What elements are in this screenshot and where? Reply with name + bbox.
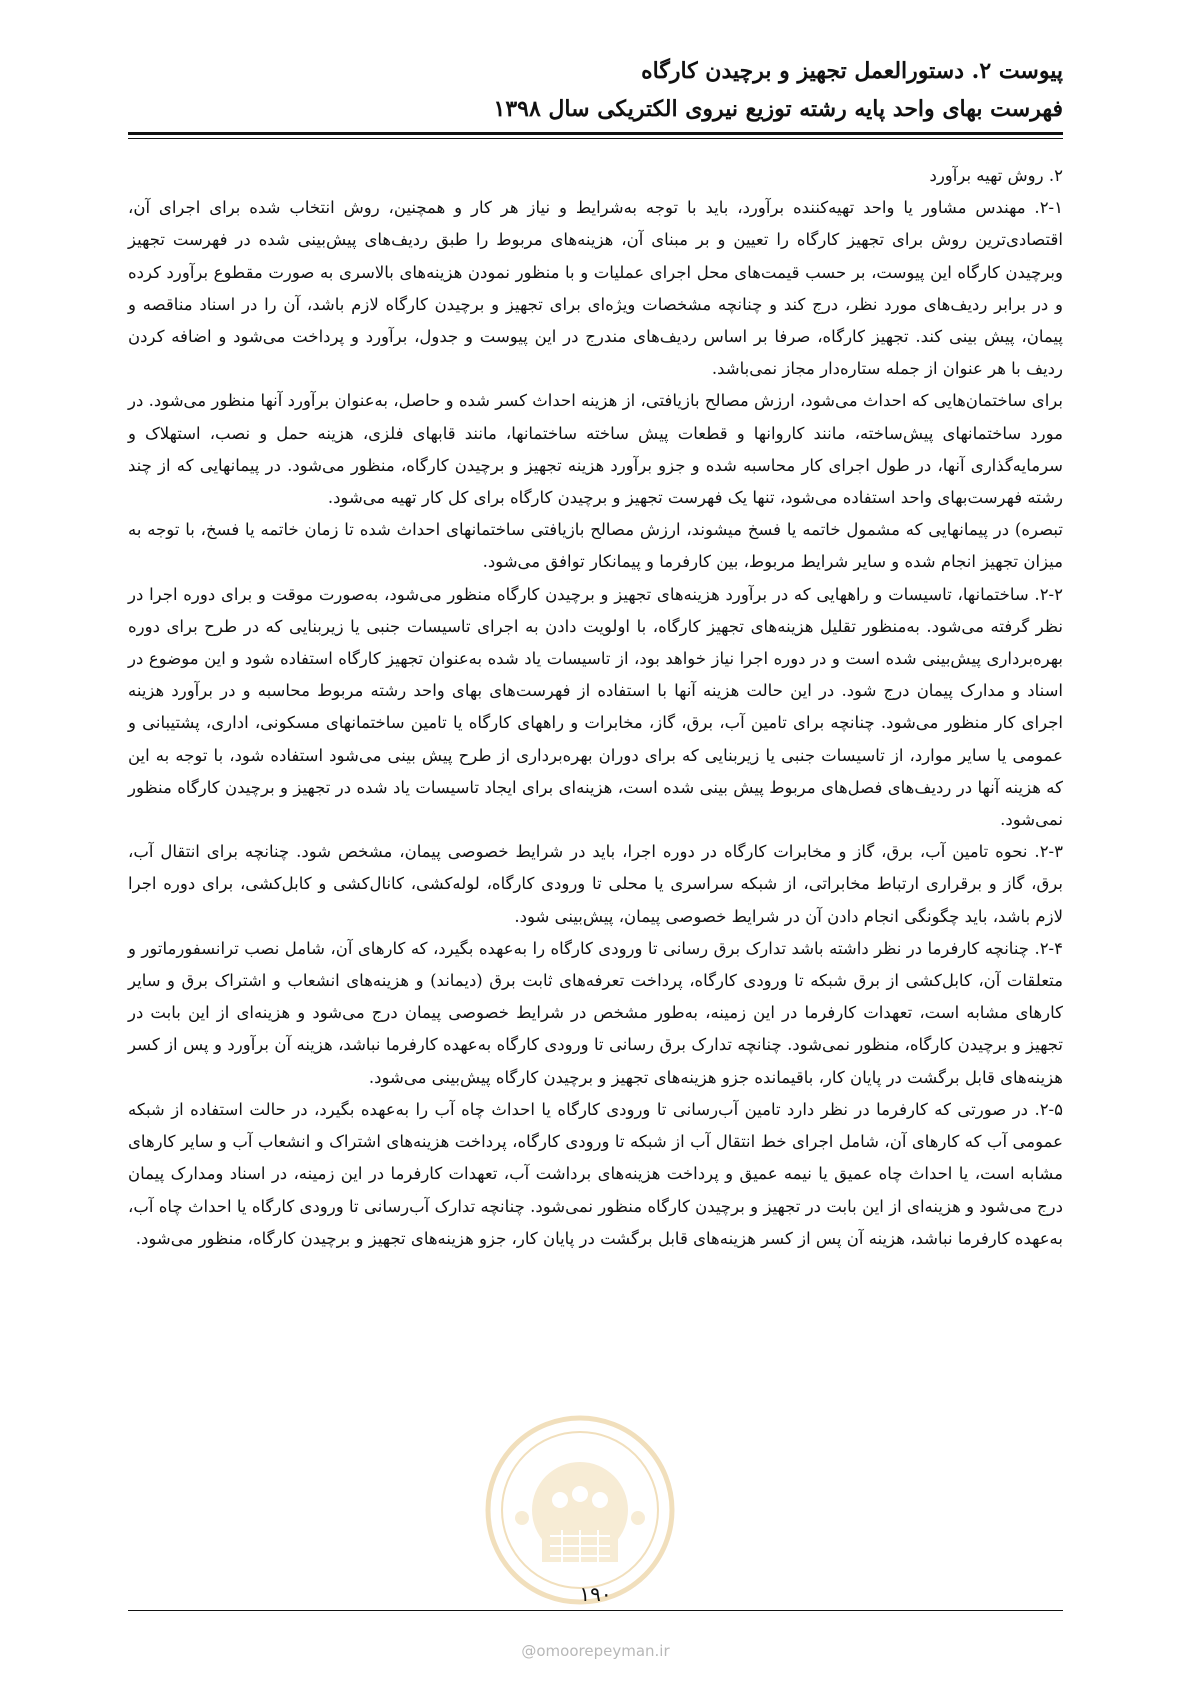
header-title-line2: فهرست بهای واحد پایه رشته توزیع نیروی الکتریکی سال ۱۳۹۸: [493, 96, 1063, 122]
watermark-seal-logo: [480, 1410, 680, 1610]
site-url: @omoorepeyman.ir: [521, 1642, 670, 1660]
paragraph-2-4: ۲-۴. چنانچه کارفرما در نظر داشته باشد تدارک برق رسانی تا ورودی کارگاه را به‌عهده بگیرد، که کارهای آن، شامل نصب ترانسفورماتور و متعلقات آن، کابل‌کشی از برق شبکه تا ورودی کارگاه، پرداخت تعرفه‌های ثابت برق (دیماند) و هزینه‌های انشعاب و اشتراک برق و سایر کارهای مشابه است، تعهدات کارفرما در این زمینه، به‌طور مشخص در شرایط خصوصی پیمان درج می‌شود و هزینه‌ای از این بابت در تجهیز و برچیدن کارگاه، منظور نمی‌شود. چنانچه تدارک برق رسانی تا ورودی کارگاه به‌عهده کارفرما نباشد، هزینه آن برآورد و پس از کسر هزینه‌های قابل برگشت در پایان کار، باقیمانده جزو هزینه‌های تجهیز و برچیدن کارگاه پیش‌بینی می‌شود.: [128, 938, 1063, 1087]
paragraph-buildings: برای ساختمان‌هایی که احداث می‌شود، ارزش مصالح بازیافتی، از هزینه احداث کسر شده و حاصل، به‌عنوان برآورد آنها منظور می‌شود. در مورد ساختمانهای پیش‌ساخته، مانند کاروانها و قطعات پیش ساخته ساختمانها، مانند قابهای فلزی، هزینه حمل و نصب، استهلاک و سرمایه‌گذاری آنها، در طول اجرای کار محاسبه شده و جزو برآورد هزینه تجهیز و برچیدن کارگاه، منظور می‌شود. در پیمانهایی که از چند رشته فهرست‌بهای واحد استفاده می‌شود، تنها یک فهرست تجهیز و برچیدن کارگاه برای کل کار تهیه می‌شود.: [128, 391, 1063, 508]
section-title: ۲. روش تهیه برآورد: [929, 166, 1063, 185]
header-rule-thick: [128, 132, 1063, 135]
paragraph-2-5: ۲-۵. در صورتی که کارفرما در نظر دارد تامین آب‌رسانی تا ورودی کارگاه یا احداث چاه آب را به‌عهده بگیرد، در حالت استفاده از شبکه عمومی آب که کارهای آن، شامل اجرای خط انتقال آب از شبکه تا ورودی کارگاه، پرداخت هزینه‌های اشتراک و انشعاب آب و سایر کارهای مشابه است، یا احداث چاه عمیق یا نیمه عمیق و پرداخت هزینه‌های برداشت آب، تعهدات کارفرما در این زمینه، در اسناد ومدارک پیمان درج می‌شود و هزینه‌ای از این بابت در تجهیز و برچیدن کارگاه منظور نمی‌شود. چنانچه تدارک آب‌رسانی تا ورودی کارگاه یا احداث چاه آب، به‌عهده کارفرما نباشد، هزینه آن پس از کسر هزینه‌های قابل برگشت در پایان کار، جزو هزینه‌های تجهیز و برچیدن کارگاه، منظور می‌شود.: [128, 1099, 1063, 1248]
page-header: [128, 52, 1063, 128]
footer-rule: [128, 1610, 1063, 1611]
paragraph-note: تبصره) در پیمانهایی که مشمول خاتمه یا فسخ میشوند، ارزش مصالح بازیافتی ساختمانهای احداث شده تا زمان خاتمه یا فسخ، با توجه به میزان تجهیز انجام شده و سایر شرایط مربوط، بین کارفرما و پیمانکار توافق می‌شود.: [128, 520, 1063, 572]
paragraph-2-1: ۲-۱. مهندس مشاور یا واحد تهیه‌کننده برآورد، باید با توجه به‌شرایط و نیاز هر کار و همچنین، روش انتخاب شده برای اجرای آن، اقتصادی‌ترین روش برای تجهیز کارگاه را تعیین و بر مبنای آن، هزینه‌های مربوط را طبق ردیف‌های پیش‌بینی شده در فهرست تجهیز وبرچیدن کارگاه این پیوست، بر حسب قیمت‌های محل اجرای عملیات و با منظور نمودن هزینه‌های بالاسری به صورت مقطوع برآورد کرده و در برابر ردیف‌های مورد نظر، درج کند و چنانچه مشخصات ویژه‌ای برای تجهیز و برچیدن کارگاه لازم باشد، آن را در اسناد مناقصه و پیمان، پیش بینی کند. تجهیز کارگاه، صرفا بر اساس ردیف‌های مندرج در این پیوست و جدول، برآورد و پرداخت می‌شود و اضافه کردن ردیف با هر عنوان از جمله ستاره‌دار مجاز نمی‌باشد.: [128, 198, 1063, 379]
document-body: [128, 160, 1063, 1255]
header-title-line1: پیوست ۲. دستورالعمل تجهیز و برچیدن کارگاه: [641, 58, 1063, 84]
paragraph-2-3: ۲-۳. نحوه تامین آب، برق، گاز و مخابرات کارگاه در دوره اجرا، باید در شرایط خصوصی پیمان، مشخص شود. چنانچه برای انتقال آب، برق، گاز و برقراری ارتباط مخابراتی، از شبکه سراسری یا محلی تا ورودی کارگاه، لوله‌کشی، کانال‌کشی و کابل‌کشی، برای دوره اجرا لازم باشد، باید چگونگی انجام دادن آن در شرایط خصوصی پیمان، پیش‌بینی شود.: [128, 842, 1063, 926]
header-rule-thin: [128, 138, 1063, 139]
paragraph-2-2: ۲-۲. ساختمانها، تاسیسات و راههایی که در برآورد هزینه‌های تجهیز و برچیدن کارگاه منظور می‌شود، به‌صورت موقت و برای دوره اجرا در نظر گرفته می‌شود. به‌منظور تقلیل هزینه‌های تجهیز کارگاه، با اولویت دادن به اجرای تاسیسات جنبی یا زیربنایی که در طرح برای دوره بهره‌برداری پیش‌بینی شده است و در دوره اجرا نیاز خواهد بود، از تاسیسات یاد شده به‌عنوان تجهیز کارگاه استفاده شود و این موضوع در اسناد و مدارک پیمان درج شود. در این حالت هزینه آنها با استفاده از فهرست‌های بهای واحد رشته مربوط محاسبه و در برآورد هزینه اجرای کار منظور می‌شود. چنانچه برای تامین آب، برق، گاز، مخابرات و راههای کارگاه یا تامین ساختمانهای مسکونی، اداری، پشتیبانی و عمومی یا سایر موارد، از تاسیسات جنبی یا زیربنایی که برای دوران بهره‌برداری از طرح پیش بینی می‌شود استفاده شود، با توجه به این که هزینه آنها در ردیف‌های فصل‌های مربوط پیش بینی شده است، هزینه‌ای برای ایجاد تاسیسات یاد شده در تجهیز و برچیدن کارگاه منظور نمی‌شود.: [128, 584, 1063, 830]
page-number: ۱۹۰: [579, 1582, 612, 1606]
